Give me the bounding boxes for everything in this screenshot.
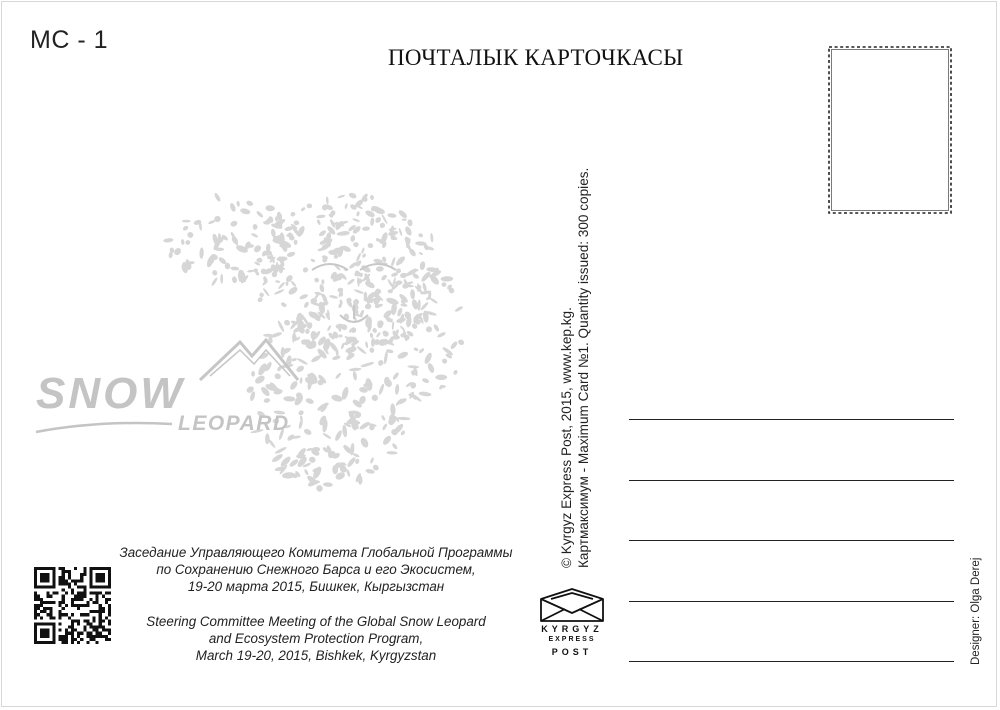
copyright-text: [558, 168, 592, 568]
card-code: MC - 1: [30, 26, 108, 54]
address-line[interactable]: [629, 601, 954, 602]
mountain-icon: [200, 340, 298, 380]
stamp-box: [826, 44, 954, 216]
event-en-line: and Ecosystem Protection Program,: [208, 631, 424, 646]
address-line[interactable]: [629, 540, 954, 541]
logo-line-2: EXPRESS: [548, 636, 596, 643]
event-en-line: March 19-20, 2015, Bishkek, Kyrgyzstan: [195, 648, 437, 663]
address-line[interactable]: [629, 480, 954, 481]
event-ru-line: Заседание Управляющего Комитета Глобальной Программы: [119, 545, 513, 560]
address-line[interactable]: [629, 419, 954, 420]
snow-word: SNOW: [36, 369, 185, 418]
issue-info-line: Картмаксимум - Maximum Card №1. Quantity issued: 300 copies.: [576, 167, 591, 568]
event-text-ru: [100, 544, 532, 595]
kyrgyz-express-post-logo: [537, 585, 607, 663]
address-line[interactable]: [629, 661, 954, 662]
event-ru-line: по Сохранению Снежного Барса и его Экосистем,: [156, 562, 476, 577]
event-text-en: [100, 613, 532, 664]
leopard-word: LEOPARD: [178, 412, 290, 435]
card-title: ПОЧТАЛЫК КАРТОЧКАСЫ: [388, 45, 684, 70]
leopard-illustration: [163, 192, 465, 493]
logo-line-3: POST: [551, 647, 593, 657]
copyright-line: © Kyrgyz Express Post, 2015, www.kep.kg.: [559, 307, 574, 568]
designer-credit: Designer: Olga Derej: [970, 557, 982, 665]
envelope-icon: [537, 585, 607, 625]
snow-leopard-artwork: [30, 180, 500, 510]
qr-code-icon[interactable]: [34, 567, 111, 644]
logo-line-1: KYRGYZ: [541, 624, 603, 634]
event-ru-line: 19-20 марта 2015, Бишкек, Кыргызстан: [187, 579, 445, 594]
event-en-line: Steering Committee Meeting of the Global Snow Leopard: [146, 614, 486, 629]
leopard-face: [312, 264, 396, 322]
